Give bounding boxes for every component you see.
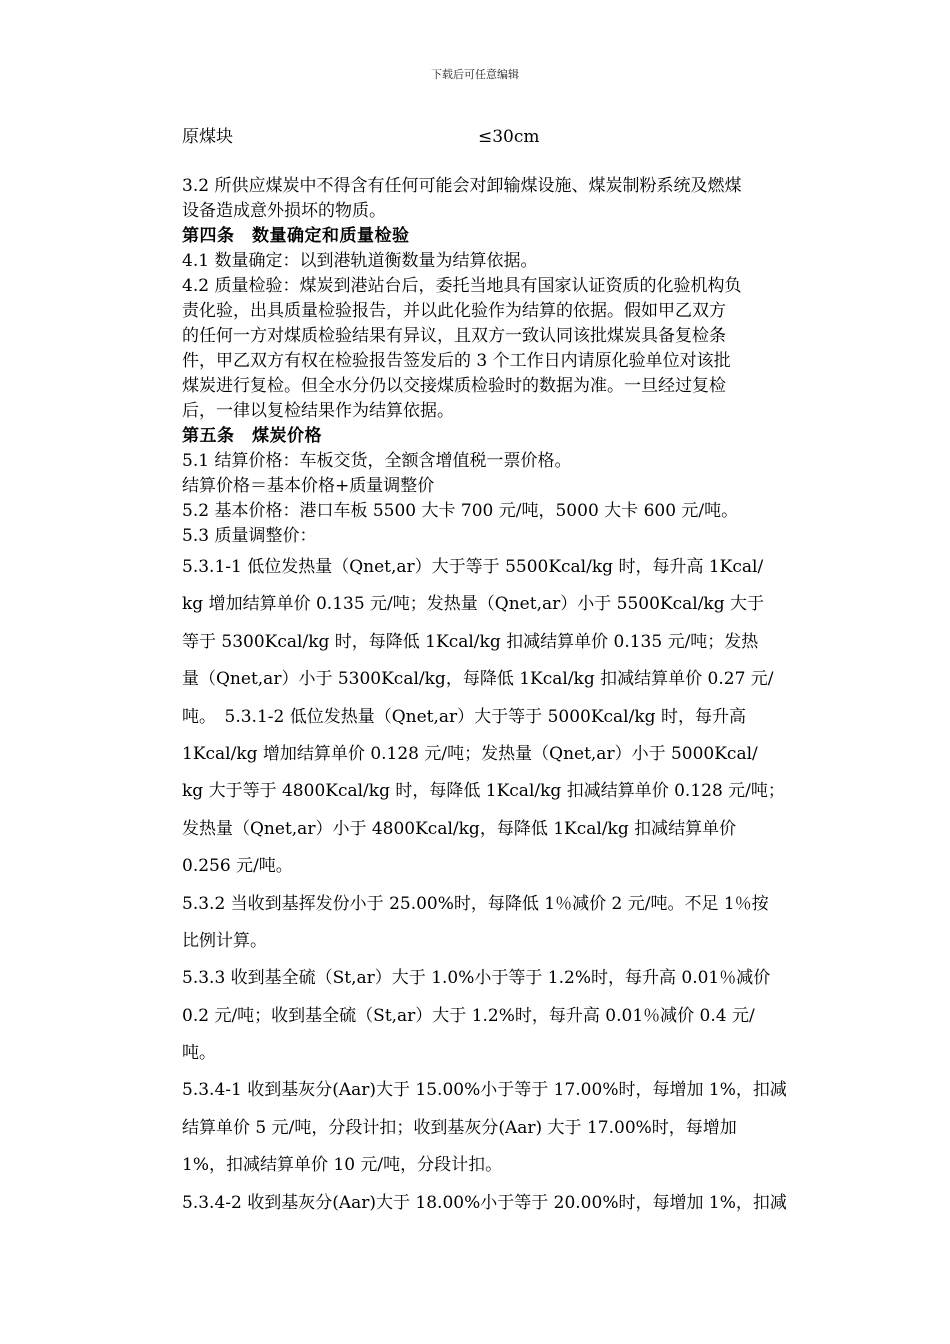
article-4-heading: 第四条 数量确定和质量检验 xyxy=(182,226,410,246)
raw-coal-value: ≤30cm xyxy=(478,127,540,147)
raw-coal-row xyxy=(182,120,822,154)
clause-5-3-4-1-line-2: 结算单价 5 元/吨，分段计扣；收到基灰分(Aar) 大于 17.00%时，每增加 xyxy=(182,1117,737,1138)
clause-5-3-2-line-1: 5.3.2 当收到基挥发份小于 25.00%时，每降低 1％减价 2 元/吨。不足 1％按 xyxy=(182,893,769,914)
clause-5-3-2-line-2: 比例计算。 xyxy=(182,930,267,951)
settlement-formula: 结算价格＝基本价格+质量调整价 xyxy=(182,476,435,496)
document-body xyxy=(182,120,822,1222)
clause-5-1: 5.1 结算价格：车板交货，全额含增值税一票价格。 xyxy=(182,451,572,471)
clause-5-2: 5.2 基本价格：港口车板 5500 大卡 700 元/吨，5000 大卡 600 元/吨。 xyxy=(182,501,739,521)
clause-5-3-4-2-line-1: 5.3.4-2 收到基灰分(Aar)大于 18.00%小于等于 20.00%时，每增加 1%，扣减 xyxy=(182,1192,787,1213)
clause-3-2-line-2: 设备造成意外损坏的物质。 xyxy=(182,201,386,221)
clause-5-3-1-line-6: 1Kcal/kg 增加结算单价 0.128 元/吨；发热量（Qnet,ar）小于 5000Kcal/ xyxy=(182,743,758,764)
section-tight xyxy=(182,174,822,549)
spacer xyxy=(182,154,822,174)
clause-5-3-1-line-5: 吨。 5.3.1-2 低位发热量（Qnet,ar）大于等于 5000Kcal/kg 时，每升高 xyxy=(182,706,746,727)
clause-5-3-4-1-line-3: 1%，扣减结算单价 10 元/吨，分段计扣。 xyxy=(182,1155,503,1176)
clause-5-3-1-line-8: 发热量（Qnet,ar）小于 4800Kcal/kg，每降低 1Kcal/kg 扣减结算单价 xyxy=(182,818,737,839)
clause-4-2-line-6: 后，一律以复检结果作为结算依据。 xyxy=(182,401,454,421)
clause-4-2-line-2: 责化验，出具质量检验报告，并以此化验作为结算的依据。假如甲乙双方 xyxy=(182,301,726,321)
article-5-heading: 第五条 煤炭价格 xyxy=(182,426,322,446)
page-header: 下载后可任意编辑 xyxy=(431,68,519,81)
clause-5-3-1-line-4: 量（Qnet,ar）小于 5300Kcal/kg，每降低 1Kcal/kg 扣减结算单价 0.27 元/ xyxy=(182,669,774,690)
clause-5-3-1-line-2: kg 增加结算单价 0.135 元/吨；发热量（Qnet,ar）小于 5500Kcal/kg 大于 xyxy=(182,594,765,615)
clause-5-3-1-line-7: kg 大于等于 4800Kcal/kg 时，每降低 1Kcal/kg 扣减结算单价 0.128 元/吨； xyxy=(182,781,785,802)
clause-4-2-line-5: 煤炭进行复检。但全水分仍以交接煤质检验时的数据为准。一旦经过复检 xyxy=(182,376,726,396)
clause-5-3-1-line-3: 等于 5300Kcal/kg 时，每降低 1Kcal/kg 扣减结算单价 0.135 元/吨；发热 xyxy=(182,631,759,652)
clause-5-3-4-1-line-1: 5.3.4-1 收到基灰分(Aar)大于 15.00%小于等于 17.00%时，每增加 1%，扣减 xyxy=(182,1080,787,1101)
clause-5-3-3-line-1: 5.3.3 收到基全硫（St,ar）大于 1.0%小于等于 1.2%时，每升高 0.01％减价 xyxy=(182,968,771,989)
clause-5-3-1-line-9: 0.256 元/吨。 xyxy=(182,856,293,877)
section-quality-adjustment xyxy=(182,549,822,1222)
clause-5-3-3-line-2: 0.2 元/吨；收到基全硫（St,ar）大于 1.2%时，每升高 0.01％减价 0.4 元/ xyxy=(182,1005,755,1026)
clause-4-2-line-4: 件，甲乙双方有权在检验报告签发后的 3 个工作日内请原化验单位对该批 xyxy=(182,351,731,371)
clause-4-2-line-1: 4.2 质量检验：煤炭到港站台后，委托当地具有国家认证资质的化验机构负 xyxy=(182,276,742,296)
clause-5-3: 5.3 质量调整价： xyxy=(182,526,317,546)
clause-4-2-line-3: 的任何一方对煤质检验结果有异议，且双方一致认同该批煤炭具备复检条 xyxy=(182,326,726,346)
clause-5-3-3-line-3: 吨。 xyxy=(182,1043,216,1064)
raw-coal-label: 原煤块 xyxy=(182,127,233,147)
clause-5-3-1-line-1: 5.3.1-1 低位发热量（Qnet,ar）大于等于 5500Kcal/kg 时，每升高 1Kcal/ xyxy=(182,557,764,577)
clause-4-1: 4.1 数量确定：以到港轨道衡数量为结算依据。 xyxy=(182,251,538,271)
clause-3-2-line-1: 3.2 所供应煤炭中不得含有任何可能会对卸输煤设施、煤炭制粉系统及燃煤 xyxy=(182,176,742,196)
